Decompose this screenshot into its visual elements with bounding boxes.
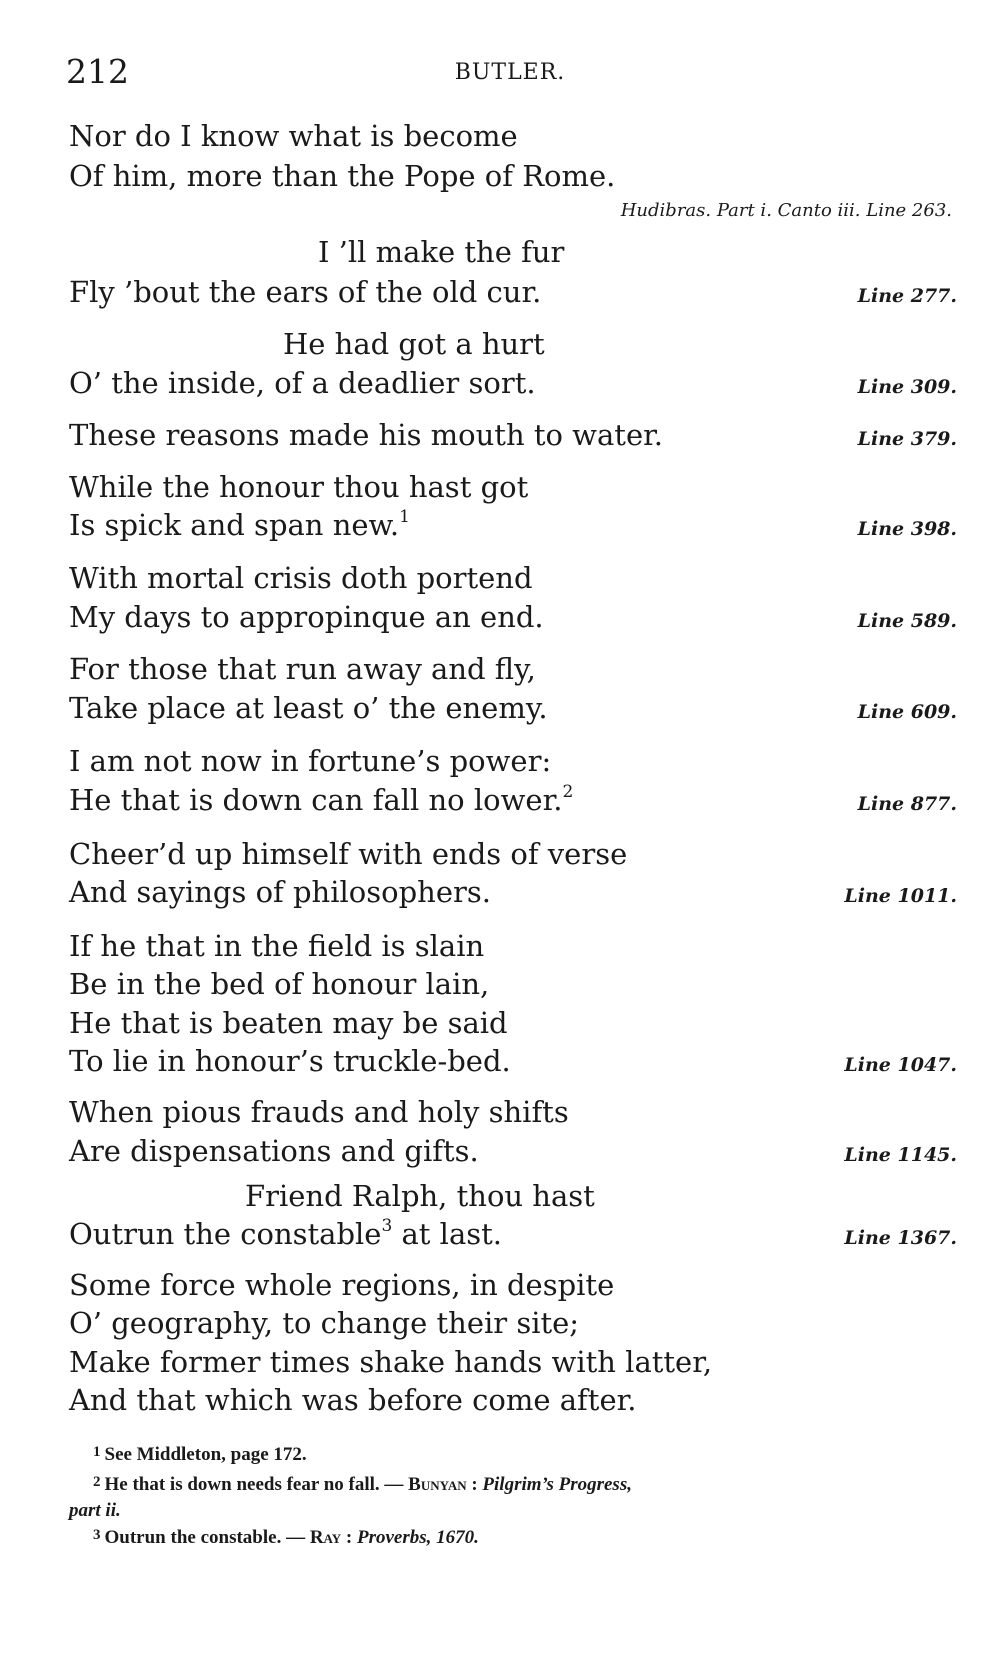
- footnote-continuation: [69, 1501, 121, 1520]
- footnote-separator: :: [345, 1527, 353, 1548]
- verse-line: Cheer’d up himself with ends of verse: [69, 837, 628, 871]
- footnote-work: part ii.: [69, 1500, 121, 1521]
- verse-line: Fly ’bout the ears of the old cur.: [69, 275, 542, 309]
- verse-line: Be in the bed of honour lain,: [69, 967, 490, 1001]
- line-reference: Line 589.: [857, 610, 957, 632]
- verse-line: While the honour thou hast got: [69, 470, 529, 504]
- footnote-mark: 3: [381, 1216, 393, 1236]
- verse-line: Are dispensations and gifts.: [69, 1134, 479, 1168]
- verse-line: Some force whole regions, in despite: [69, 1268, 615, 1302]
- verse-line: Nor do I know what is become: [69, 119, 518, 153]
- verse-text: Outrun the constable: [69, 1217, 382, 1251]
- verse-line: For those that run away and fly,: [69, 652, 536, 686]
- line-reference: Line 1145.: [844, 1144, 957, 1166]
- footnote-text: Outrun the constable. —: [104, 1527, 306, 1548]
- footnote-mark: 2: [562, 782, 574, 802]
- footnote-text: He that is down needs fear no fall. —: [104, 1474, 404, 1495]
- verse-line: I ’ll make the fur: [318, 235, 565, 269]
- footnote-number: 2: [93, 1474, 101, 1490]
- verse-line: He had got a hurt: [283, 327, 545, 361]
- verse-text: at last.: [401, 1217, 502, 1251]
- verse-line: To lie in honour’s truckle-bed.: [69, 1044, 511, 1078]
- verse-line: Friend Ralph, thou hast: [245, 1179, 595, 1213]
- verse-line: Take place at least o’ the enemy.: [69, 691, 548, 725]
- verse-text: He that is down can fall no lower.: [69, 783, 563, 817]
- footnote: [93, 1475, 632, 1494]
- verse-line: And that which was before come after.: [69, 1383, 637, 1417]
- verse-line: My days to appropinque an end.: [69, 600, 544, 634]
- verse-line: Make former times shake hands with latter,: [69, 1345, 713, 1379]
- line-reference: Line 609.: [857, 701, 957, 723]
- page-number: 212: [66, 52, 129, 91]
- verse-line: If he that in the field is slain: [69, 929, 485, 963]
- page-header: [66, 52, 954, 92]
- line-reference: Line 1047.: [844, 1054, 957, 1076]
- verse-line: And sayings of philosophers.: [69, 875, 491, 909]
- footnote-text: See Middleton, page 172.: [104, 1444, 307, 1465]
- verse-text: Is spick and span new.: [69, 508, 400, 542]
- verse-line: Of him, more than the Pope of Rome.: [69, 159, 616, 193]
- line-reference: Line 398.: [857, 518, 957, 540]
- verse-line: These reasons made his mouth to water.: [69, 418, 664, 452]
- line-reference: Line 1011.: [844, 885, 957, 907]
- line-reference: Line 277.: [857, 285, 957, 307]
- line-reference: Hudibras. Part i. Canto iii. Line 263.: [620, 200, 952, 221]
- verse-line: O’ geography, to change their site;: [69, 1306, 580, 1340]
- verse-line: When pious frauds and holy shifts: [69, 1095, 569, 1129]
- line-reference: Line 379.: [857, 428, 957, 450]
- line-reference: Line 309.: [857, 376, 957, 398]
- verse-line: O’ the inside, of a deadlier sort.: [69, 366, 536, 400]
- running-head: BUTLER.: [454, 60, 566, 85]
- footnote-author: Ray: [309, 1527, 342, 1548]
- line-reference: Line 877.: [857, 793, 957, 815]
- footnote-author: Bunyan: [408, 1474, 467, 1495]
- footnote-number: 3: [93, 1527, 101, 1543]
- verse-line: He that is beaten may be said: [69, 1006, 508, 1040]
- line-reference: Line 1367.: [844, 1227, 957, 1249]
- verse-line: [69, 782, 574, 817]
- verse-line: [69, 1216, 502, 1251]
- verse-line: I am not now in fortune’s power:: [69, 744, 552, 778]
- footnote: [93, 1528, 479, 1547]
- footnote-mark: 1: [399, 507, 410, 527]
- footnote: [93, 1445, 307, 1464]
- footnote-number: 1: [93, 1444, 101, 1460]
- footnote-separator: :: [471, 1474, 478, 1495]
- footnote-work: Proverbs, 1670.: [356, 1527, 479, 1548]
- verse-line: With mortal crisis doth portend: [69, 561, 533, 595]
- verse-line: [69, 507, 410, 542]
- footnote-work: Pilgrim’s Progress,: [482, 1474, 632, 1495]
